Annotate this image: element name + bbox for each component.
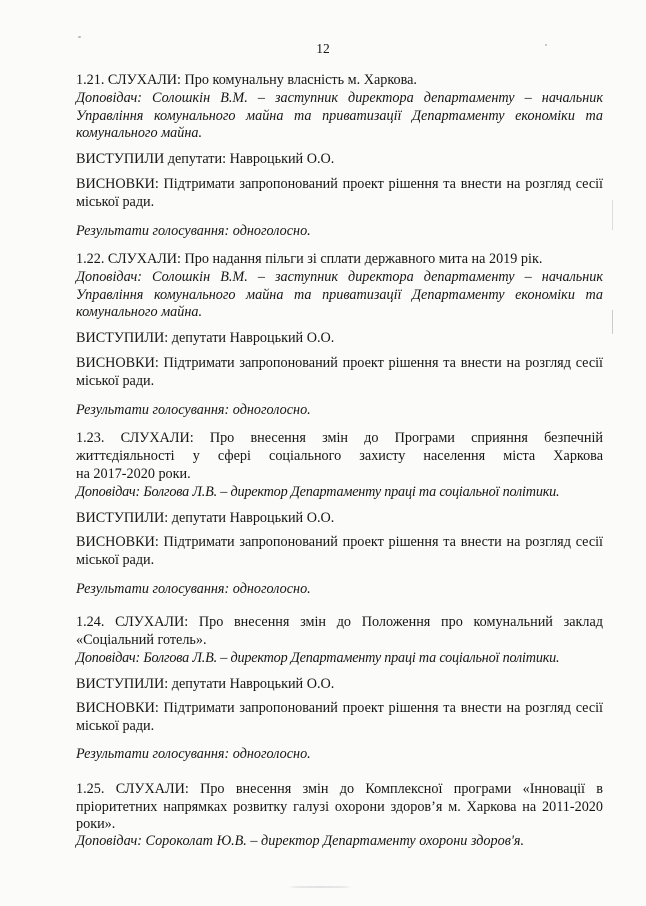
item-speaker: Доповідач: Солошкін В.М. – заступник директора департаменту – начальник Управління комунального майна та приватизації Департаменту економіки та комунального майна. (76, 90, 603, 141)
item-speaker: Доповідач: Болгова Л.В. – директор Департаменту праці та соціальної політики. (76, 650, 560, 666)
item-speaker: Доповідач: Сороколат Ю.В. – директор Департаменту охорони здоров'я. (76, 833, 525, 849)
item-heard-line-3: на 2017-2020 роки. (76, 466, 191, 482)
item-speaker: Доповідач: Болгова Л.В. – директор Департаменту праці та соціальної політики. (76, 484, 560, 500)
item-spoke: ВИСТУПИЛИ: депутати Навроцький О.О. (76, 676, 335, 692)
page-number: 12 (316, 41, 330, 56)
item-spoke: ВИСТУПИЛИ: депутати Навроцький О.О. (76, 330, 335, 346)
item-spoke: ВИСТУПИЛИ депутати: Навроцький О.О. (76, 151, 335, 167)
item-heard: 1.25. СЛУХАЛИ: Про внесення змін до Комплексної програми «Інновації в пріоритетних напрямках розвитку галузі охорони здоров’я м. Харкова на 2011-2020 роки». (76, 781, 603, 832)
item-heard: 1.21. СЛУХАЛИ: Про комунальну власність м. Харкова. (76, 72, 417, 88)
item-conclusion: ВИСНОВКИ: Підтримати запропонований проект рішення та внести на розгляд сесії міської ради. (76, 700, 603, 734)
item-heard-line-1: 1.23. СЛУХАЛИ: Про внесення змін до Програми сприяння безпечній (76, 430, 603, 446)
scan-speck (612, 200, 613, 230)
item-conclusion: ВИСНОВКИ: Підтримати запропонований проект рішення та внести на розгляд сесії міської ради. (76, 534, 603, 568)
item-speaker: Доповідач: Солошкін В.М. – заступник директора департаменту – начальник Управління комунального майна та приватизації Департаменту економіки та комунального майна. (76, 269, 603, 320)
scan-speck (612, 310, 613, 334)
item-heard-line-2: життєдіяльності у сфері соціального захисту населення міста Харкова (76, 448, 603, 464)
item-conclusion: ВИСНОВКИ: Підтримати запропонований проект рішення та внести на розгляд сесії міської ради. (76, 176, 603, 210)
item-vote: Результати голосування: одноголосно. (76, 581, 311, 597)
scan-speck (78, 36, 81, 38)
item-vote: Результати голосування: одноголосно. (76, 223, 311, 239)
item-conclusion: ВИСНОВКИ: Підтримати запропонований проект рішення та внести на розгляд сесії міської ради. (76, 355, 603, 389)
item-heard: 1.24. СЛУХАЛИ: Про внесення змін до Положення про комунальний заклад «Соціальний готель». (76, 614, 603, 648)
item-vote: Результати голосування: одноголосно. (76, 402, 311, 418)
item-vote: Результати голосування: одноголосно. (76, 746, 311, 762)
item-heard: 1.22. СЛУХАЛИ: Про надання пільги зі сплати державного мита на 2019 рік. (76, 251, 543, 267)
item-spoke: ВИСТУПИЛИ: депутати Навроцький О.О. (76, 510, 335, 526)
scan-speck (290, 886, 350, 888)
scan-speck (545, 44, 547, 46)
